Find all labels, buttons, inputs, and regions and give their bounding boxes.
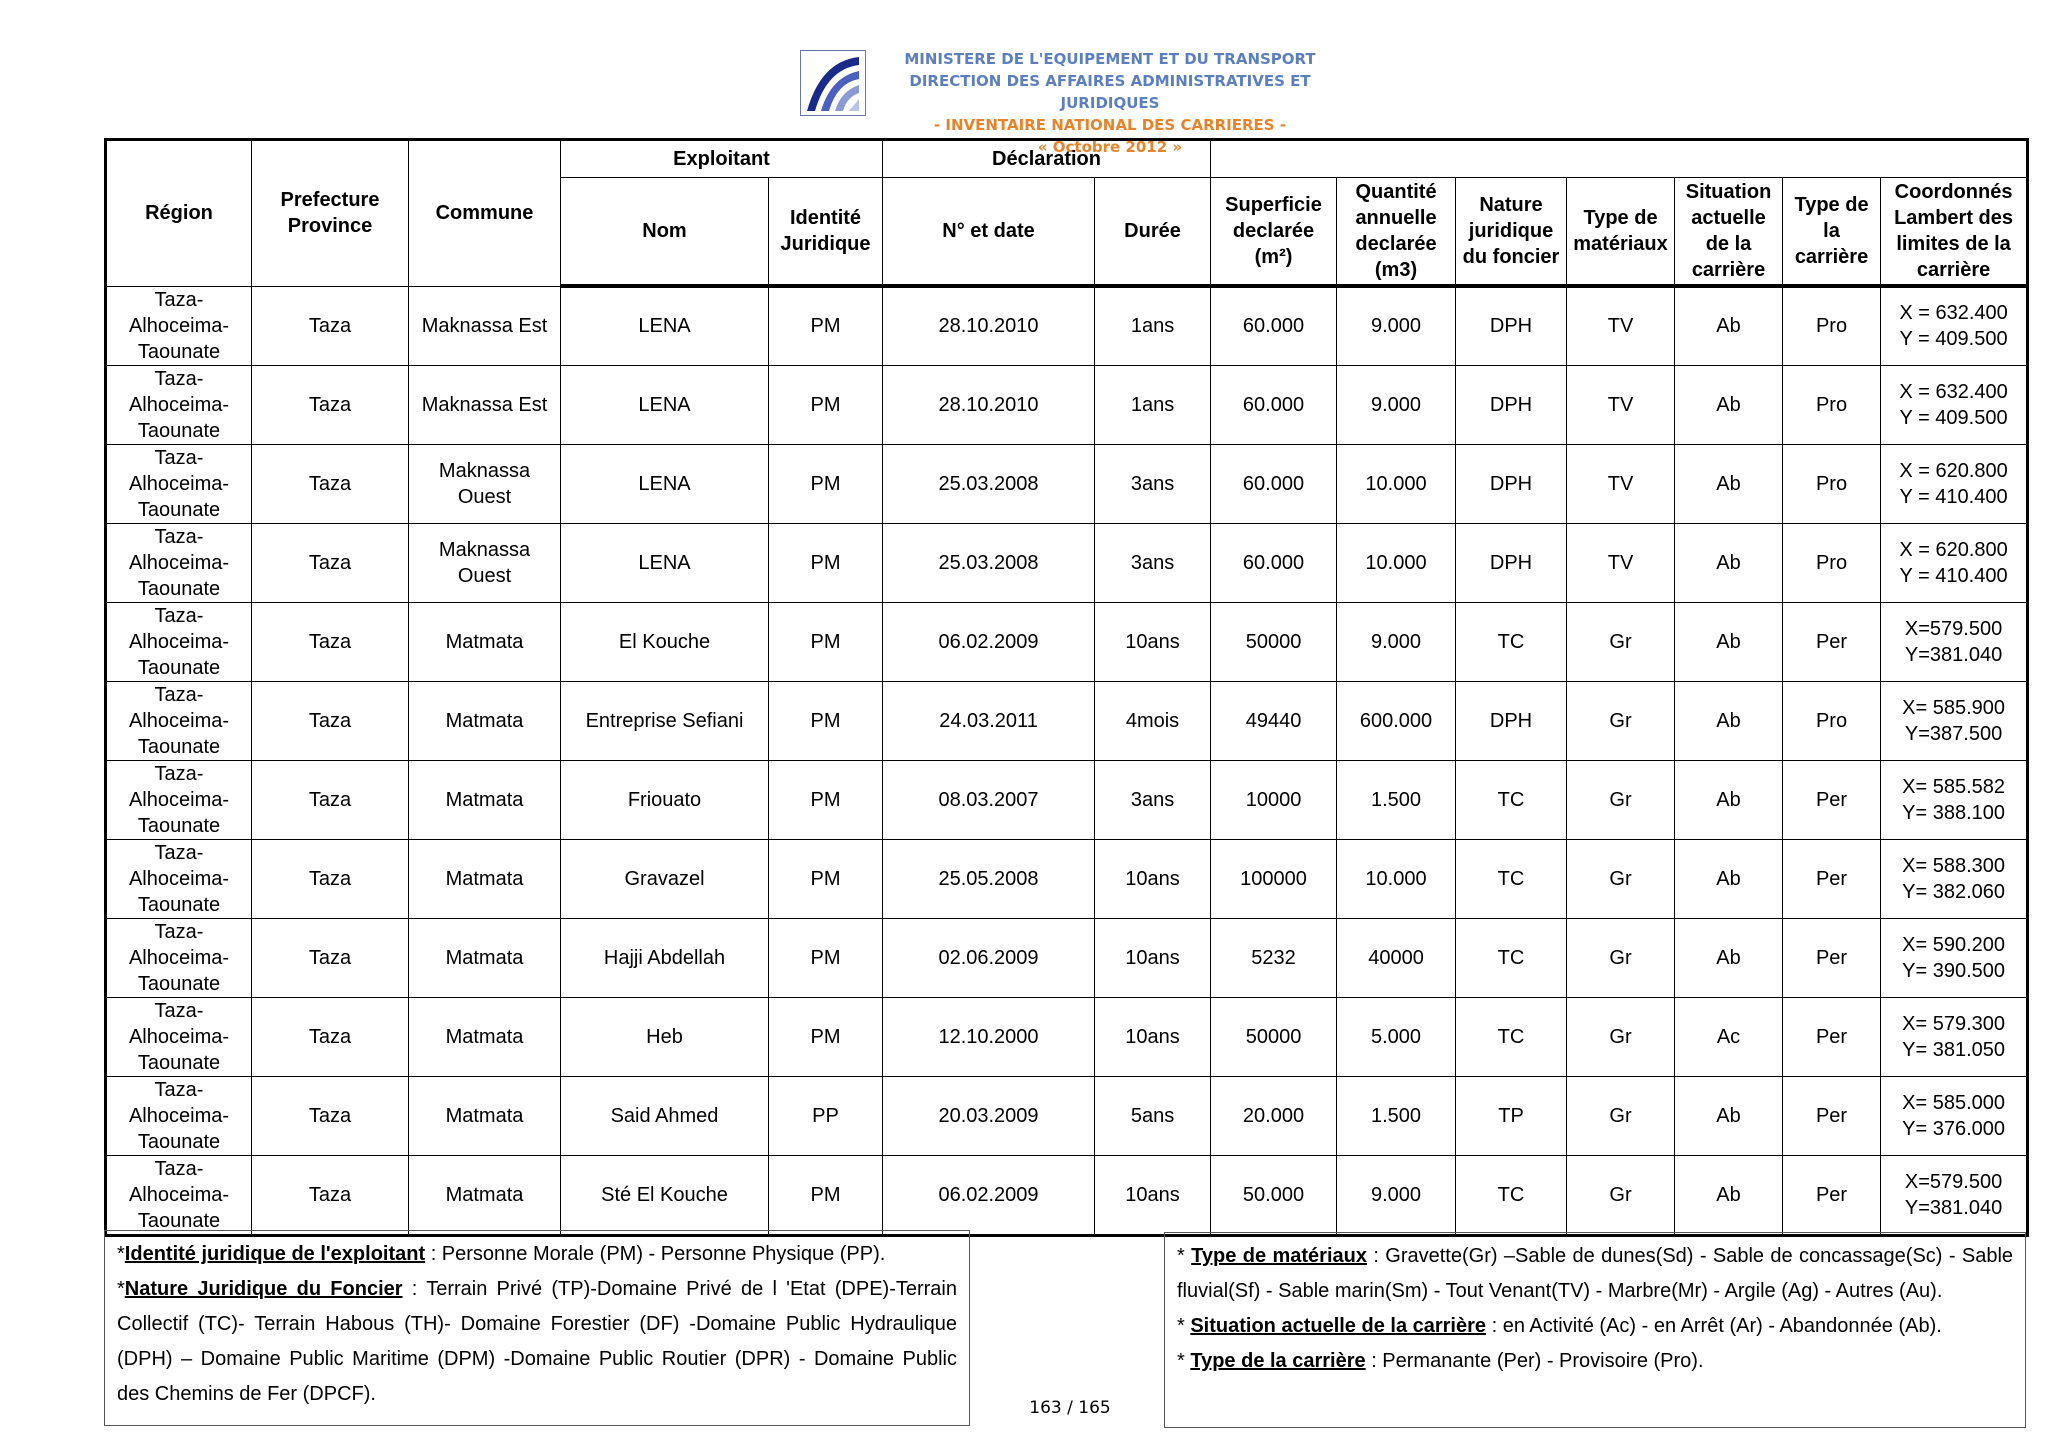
col-numero-date: N° et date (883, 178, 1095, 287)
cell-date: 25.03.2008 (883, 444, 1095, 523)
cell-superficie: 50.000 (1211, 1155, 1337, 1235)
coord-x: X= 579.300 (1902, 1012, 2005, 1035)
cell-prefecture: Taza (252, 365, 409, 444)
cell-superficie: 20.000 (1211, 1076, 1337, 1155)
coord-y: Y= 390.500 (1902, 959, 2005, 982)
cell-nature: DPH (1456, 444, 1567, 523)
cell-date: 12.10.2000 (883, 997, 1095, 1076)
cell-quantite: 9.000 (1337, 1155, 1456, 1235)
cell-quantite: 10.000 (1337, 444, 1456, 523)
cell-materiaux: Gr (1567, 918, 1675, 997)
cell-identite: PM (769, 365, 883, 444)
cell-nature: TC (1456, 918, 1567, 997)
cell-region: Taza-Alhoceima-Taounate (106, 997, 252, 1076)
cell-region: Taza-Alhoceima-Taounate (106, 602, 252, 681)
quarry-inventory-table (104, 138, 2029, 1237)
cell-nom: Heb (561, 997, 769, 1076)
cell-type: Per (1783, 839, 1881, 918)
col-type-carriere: Type de la carrière (1783, 178, 1881, 287)
cell-date: 08.03.2007 (883, 760, 1095, 839)
group-header-row (106, 140, 2028, 178)
cell-commune: Maknassa Ouest (409, 523, 561, 602)
cell-type: Per (1783, 997, 1881, 1076)
cell-situation: Ab (1675, 681, 1783, 760)
table-row (106, 1155, 2028, 1235)
cell-nature: TP (1456, 1076, 1567, 1155)
cell-nom: Entreprise Sefiani (561, 681, 769, 760)
coord-y: Y = 409.500 (1899, 328, 2008, 351)
coord-y: Y=381.040 (1904, 643, 2003, 666)
table-row (106, 365, 2028, 444)
cell-prefecture: Taza (252, 760, 409, 839)
cell-materiaux: Gr (1567, 839, 1675, 918)
cell-nature: DPH (1456, 286, 1567, 365)
cell-nature: DPH (1456, 681, 1567, 760)
cell-identite: PM (769, 839, 883, 918)
table-row (106, 1076, 2028, 1155)
cell-duree: 10ans (1095, 602, 1211, 681)
cell-type: Pro (1783, 286, 1881, 365)
cell-commune: Matmata (409, 1155, 561, 1235)
cell-region: Taza-Alhoceima-Taounate (106, 918, 252, 997)
cell-identite: PM (769, 444, 883, 523)
cell-region: Taza-Alhoceima-Taounate (106, 839, 252, 918)
cell-region: Taza-Alhoceima-Taounate (106, 286, 252, 365)
cell-region: Taza-Alhoceima-Taounate (106, 523, 252, 602)
coord-y: Y= 388.100 (1902, 801, 2005, 824)
cell-duree: 3ans (1095, 760, 1211, 839)
table-row (106, 523, 2028, 602)
cell-region: Taza-Alhoceima-Taounate (106, 760, 252, 839)
cell-prefecture: Taza (252, 286, 409, 365)
cell-date: 06.02.2009 (883, 1155, 1095, 1235)
page-number: 163 / 165 (1029, 1398, 1111, 1418)
cell-materiaux: Gr (1567, 760, 1675, 839)
cell-materiaux: TV (1567, 365, 1675, 444)
cell-commune: Maknassa Est (409, 286, 561, 365)
cell-date: 02.06.2009 (883, 918, 1095, 997)
coord-x: X = 632.400 (1899, 380, 2008, 403)
cell-prefecture: Taza (252, 602, 409, 681)
cell-nature: DPH (1456, 523, 1567, 602)
group-declaration: Déclaration (883, 140, 1211, 178)
cell-situation: Ab (1675, 286, 1783, 365)
cell-nature: TC (1456, 602, 1567, 681)
legend-nature-title: Nature Juridique du Foncier (124, 1278, 403, 1300)
cell-prefecture: Taza (252, 918, 409, 997)
cell-nature: DPH (1456, 365, 1567, 444)
cell-identite: PP (769, 1076, 883, 1155)
cell-commune: Matmata (409, 839, 561, 918)
cell-date: 28.10.2010 (883, 365, 1095, 444)
cell-coordonnees (1881, 1155, 2028, 1235)
cell-type: Pro (1783, 444, 1881, 523)
cell-duree: 1ans (1095, 365, 1211, 444)
cell-quantite: 9.000 (1337, 602, 1456, 681)
coord-x: X = 632.400 (1899, 302, 2008, 325)
cell-coordonnees (1881, 602, 2028, 681)
legend-situation-title: Situation actuelle de la carrière (1190, 1315, 1487, 1337)
cell-coordonnees (1881, 997, 2028, 1076)
cell-type: Per (1783, 602, 1881, 681)
cell-region: Taza-Alhoceima-Taounate (106, 444, 252, 523)
table-row (106, 602, 2028, 681)
col-nature: Nature juridique du foncier (1456, 178, 1567, 287)
col-prefecture: Prefecture Province (252, 140, 409, 287)
cell-quantite: 10.000 (1337, 523, 1456, 602)
table-row (106, 681, 2028, 760)
coord-x: X= 585.900 (1902, 696, 2005, 719)
cell-quantite: 10.000 (1337, 839, 1456, 918)
col-quantite: Quantité annuelle declarée (m3) (1337, 178, 1456, 287)
coord-x: X= 585.582 (1902, 775, 2005, 798)
cell-quantite: 9.000 (1337, 365, 1456, 444)
legend-type-title: Type de la carrière (1190, 1350, 1366, 1372)
cell-identite: PM (769, 1155, 883, 1235)
legend-right (1164, 1232, 2026, 1428)
cell-quantite: 1.500 (1337, 760, 1456, 839)
coord-y: Y = 410.400 (1899, 485, 2008, 508)
table-row (106, 760, 2028, 839)
cell-nom: Friouato (561, 760, 769, 839)
coord-y: Y = 409.500 (1899, 406, 2008, 429)
cell-type: Pro (1783, 523, 1881, 602)
coord-x: X= 585.000 (1902, 1091, 2005, 1114)
cell-identite: PM (769, 997, 883, 1076)
cell-date: 20.03.2009 (883, 1076, 1095, 1155)
cell-identite: PM (769, 918, 883, 997)
cell-materiaux: TV (1567, 444, 1675, 523)
legend-left (104, 1230, 970, 1426)
cell-commune: Matmata (409, 760, 561, 839)
cell-commune: Matmata (409, 918, 561, 997)
cell-nom: Hajji Abdellah (561, 918, 769, 997)
coord-x: X=579.500 (1904, 1170, 2003, 1193)
coord-y: Y= 381.050 (1902, 1038, 2005, 1061)
direction-name: DIRECTION DES AFFAIRES ADMINISTRATIVES ET JURIDIQUES (909, 72, 1311, 112)
cell-prefecture: Taza (252, 1155, 409, 1235)
cell-commune: Maknassa Ouest (409, 444, 561, 523)
cell-type: Per (1783, 760, 1881, 839)
cell-nature: TC (1456, 839, 1567, 918)
cell-superficie: 60.000 (1211, 444, 1337, 523)
legend-nature: *Nature Juridique du Foncier : Terrain Privé (TP)-Domaine Privé de l 'Etat (DPE)-Terrain Collectif (TC)- Terrain Habous (TH)- Domaine Forestier (DF) -Domaine Public Hydraulique (DPH) – Domaine Public Maritime (DPM) -Domaine Public Routier (DPR) - Domaine Public des Chemins de Fer (DPCF). (117, 1278, 957, 1405)
cell-nom: LENA (561, 523, 769, 602)
cell-superficie: 50000 (1211, 997, 1337, 1076)
cell-prefecture: Taza (252, 1076, 409, 1155)
col-duree: Durée (1095, 178, 1211, 287)
cell-superficie: 10000 (1211, 760, 1337, 839)
group-empty (1211, 140, 2028, 178)
col-nom: Nom (561, 178, 769, 287)
cell-situation: Ab (1675, 602, 1783, 681)
cell-situation: Ab (1675, 918, 1783, 997)
legend-materiaux-text: : Gravette(Gr) –Sable de dunes(Sd) - Sable de concassage(Sc) - Sable fluvial(Sf) - Sable marin(Sm) - Tout Venant(TV) - Marbre(Mr) - Argile (Ag) - Autres (Au). (1177, 1245, 2014, 1302)
table-row (106, 839, 2028, 918)
cell-situation: Ab (1675, 1155, 1783, 1235)
cell-date: 06.02.2009 (883, 602, 1095, 681)
page-header (0, 48, 2048, 156)
legend-type: * Type de la carrière : Permanante (Per) - Provisoire (Pro). (1177, 1350, 1704, 1372)
cell-region: Taza-Alhoceima-Taounate (106, 1076, 252, 1155)
coord-y: Y=387.500 (1904, 722, 2003, 745)
cell-nom: El Kouche (561, 602, 769, 681)
cell-nature: TC (1456, 1155, 1567, 1235)
coord-x: X= 590.200 (1902, 933, 2005, 956)
cell-coordonnees (1881, 681, 2028, 760)
cell-commune: Matmata (409, 681, 561, 760)
col-region: Région (106, 140, 252, 287)
cell-date: 25.03.2008 (883, 523, 1095, 602)
cell-commune: Matmata (409, 1076, 561, 1155)
cell-coordonnees (1881, 523, 2028, 602)
cell-duree: 10ans (1095, 997, 1211, 1076)
table-row (106, 918, 2028, 997)
cell-nature: TC (1456, 760, 1567, 839)
cell-coordonnees (1881, 365, 2028, 444)
cell-superficie: 60.000 (1211, 365, 1337, 444)
cell-date: 25.05.2008 (883, 839, 1095, 918)
cell-situation: Ab (1675, 523, 1783, 602)
cell-quantite: 600.000 (1337, 681, 1456, 760)
cell-type: Pro (1783, 681, 1881, 760)
coord-x: X = 620.800 (1899, 538, 2008, 561)
cell-superficie: 60.000 (1211, 523, 1337, 602)
cell-quantite: 40000 (1337, 918, 1456, 997)
legend-materiaux-title: Type de matériaux (1191, 1245, 1367, 1267)
cell-situation: Ab (1675, 444, 1783, 523)
cell-date: 28.10.2010 (883, 286, 1095, 365)
cell-coordonnees (1881, 839, 2028, 918)
cell-coordonnees (1881, 760, 2028, 839)
cell-materiaux: TV (1567, 523, 1675, 602)
cell-coordonnees (1881, 918, 2028, 997)
legend-type-text: : Permanante (Per) - Provisoire (Pro). (1365, 1350, 1704, 1372)
coord-y: Y= 376.000 (1902, 1117, 2005, 1140)
col-type-materiaux: Type de matériaux (1567, 178, 1675, 287)
col-situation: Situation actuelle de la carrière (1675, 178, 1783, 287)
cell-coordonnees (1881, 1076, 2028, 1155)
cell-prefecture: Taza (252, 681, 409, 760)
cell-commune: Maknassa Est (409, 365, 561, 444)
legend-situation-text: : en Activité (Ac) - en Arrêt (Ar) - Abandonnée (Ab). (1486, 1315, 1942, 1337)
ministry-logo (800, 50, 866, 116)
cell-duree: 5ans (1095, 1076, 1211, 1155)
col-commune: Commune (409, 140, 561, 287)
cell-identite: PM (769, 286, 883, 365)
document-date: « Octobre 2012 » (1037, 138, 1183, 156)
cell-type: Per (1783, 1155, 1881, 1235)
cell-prefecture: Taza (252, 997, 409, 1076)
cell-commune: Matmata (409, 997, 561, 1076)
cell-prefecture: Taza (252, 523, 409, 602)
table-row (106, 286, 2028, 365)
cell-nom: LENA (561, 365, 769, 444)
cell-region: Taza-Alhoceima-Taounate (106, 365, 252, 444)
cell-materiaux: Gr (1567, 602, 1675, 681)
cell-type: Per (1783, 918, 1881, 997)
cell-region: Taza-Alhoceima-Taounate (106, 681, 252, 760)
cell-situation: Ab (1675, 760, 1783, 839)
col-identite: Identité Juridique (769, 178, 883, 287)
ministry-name: MINISTERE DE L'EQUIPEMENT ET DU TRANSPORT (904, 50, 1316, 68)
cell-superficie: 49440 (1211, 681, 1337, 760)
cell-prefecture: Taza (252, 444, 409, 523)
cell-situation: Ab (1675, 365, 1783, 444)
cell-identite: PM (769, 602, 883, 681)
legend-identite-title: Identité juridique de l'exploitant (124, 1243, 426, 1265)
legend-situation: * Situation actuelle de la carrière : en Activité (Ac) - en Arrêt (Ar) - Abandonnée (Ab). (1177, 1315, 1942, 1337)
legend-identite-text: : Personne Morale (PM) - Personne Physique (PP). (425, 1243, 886, 1265)
cell-nom: LENA (561, 444, 769, 523)
cell-superficie: 60.000 (1211, 286, 1337, 365)
cell-duree: 3ans (1095, 523, 1211, 602)
cell-duree: 10ans (1095, 839, 1211, 918)
coord-x: X= 588.300 (1902, 854, 2005, 877)
cell-prefecture: Taza (252, 839, 409, 918)
cell-nom: LENA (561, 286, 769, 365)
cell-coordonnees (1881, 286, 2028, 365)
cell-nom: Gravazel (561, 839, 769, 918)
document-title: - INVENTAIRE NATIONAL DES CARRIERES - (933, 116, 1287, 134)
table-body (106, 286, 2028, 1235)
cell-situation: Ab (1675, 1076, 1783, 1155)
cell-superficie: 50000 (1211, 602, 1337, 681)
cell-date: 24.03.2011 (883, 681, 1095, 760)
cell-identite: PM (769, 523, 883, 602)
cell-identite: PM (769, 681, 883, 760)
coord-y: Y=381.040 (1904, 1196, 2003, 1219)
cell-nom: Said Ahmed (561, 1076, 769, 1155)
table-row (106, 997, 2028, 1076)
cell-duree: 3ans (1095, 444, 1211, 523)
ministry-logo-graphic (801, 51, 865, 115)
group-exploitant: Exploitant (561, 140, 883, 178)
cell-quantite: 9.000 (1337, 286, 1456, 365)
cell-materiaux: Gr (1567, 1076, 1675, 1155)
cell-type: Per (1783, 1076, 1881, 1155)
cell-commune: Matmata (409, 602, 561, 681)
cell-materiaux: Gr (1567, 997, 1675, 1076)
cell-type: Pro (1783, 365, 1881, 444)
table-row (106, 444, 2028, 523)
cell-superficie: 5232 (1211, 918, 1337, 997)
coord-y: Y= 382.060 (1902, 880, 2005, 903)
cell-materiaux: Gr (1567, 1155, 1675, 1235)
cell-duree: 4mois (1095, 681, 1211, 760)
cell-coordonnees (1881, 444, 2028, 523)
legend-identite: *Identité juridique de l'exploitant : Personne Morale (PM) - Personne Physique (PP). (117, 1243, 886, 1265)
cell-situation: Ac (1675, 997, 1783, 1076)
cell-quantite: 5.000 (1337, 997, 1456, 1076)
legend-nature-text: : Terrain Privé (TP)-Domaine Privé de l 'Etat (DPE)-Terrain Collectif (TC)- Terrain Habous (TH)- Domaine Forestier (DF) -Domaine Public Hydraulique (DPH) – Domaine Public Maritime (DPM) -Domaine Public Routier (DPR) - Domaine Public des Chemins de Fer (DPCF). (117, 1278, 957, 1405)
cell-duree: 10ans (1095, 918, 1211, 997)
cell-nature: TC (1456, 997, 1567, 1076)
cell-duree: 1ans (1095, 286, 1211, 365)
cell-quantite: 1.500 (1337, 1076, 1456, 1155)
legend-materiaux: * Type de matériaux : Gravette(Gr) –Sable de dunes(Sd) - Sable de concassage(Sc) - Sable fluvial(Sf) - Sable marin(Sm) - Tout Venant(TV) - Marbre(Mr) - Argile (Ag) - Autres (Au). (1177, 1245, 2014, 1302)
cell-duree: 10ans (1095, 1155, 1211, 1235)
cell-nom: Sté El Kouche (561, 1155, 769, 1235)
cell-region: Taza-Alhoceima-Taounate (106, 1155, 252, 1235)
col-superficie: Superficie declarée (m²) (1211, 178, 1337, 287)
coord-y: Y = 410.400 (1899, 564, 2008, 587)
coord-x: X=579.500 (1904, 617, 2003, 640)
cell-superficie: 100000 (1211, 839, 1337, 918)
coord-x: X = 620.800 (1899, 459, 2008, 482)
cell-situation: Ab (1675, 839, 1783, 918)
cell-identite: PM (769, 760, 883, 839)
cell-materiaux: TV (1567, 286, 1675, 365)
cell-materiaux: Gr (1567, 681, 1675, 760)
col-coordonnees: Coordonnés Lambert des limites de la carrière (1881, 178, 2028, 287)
